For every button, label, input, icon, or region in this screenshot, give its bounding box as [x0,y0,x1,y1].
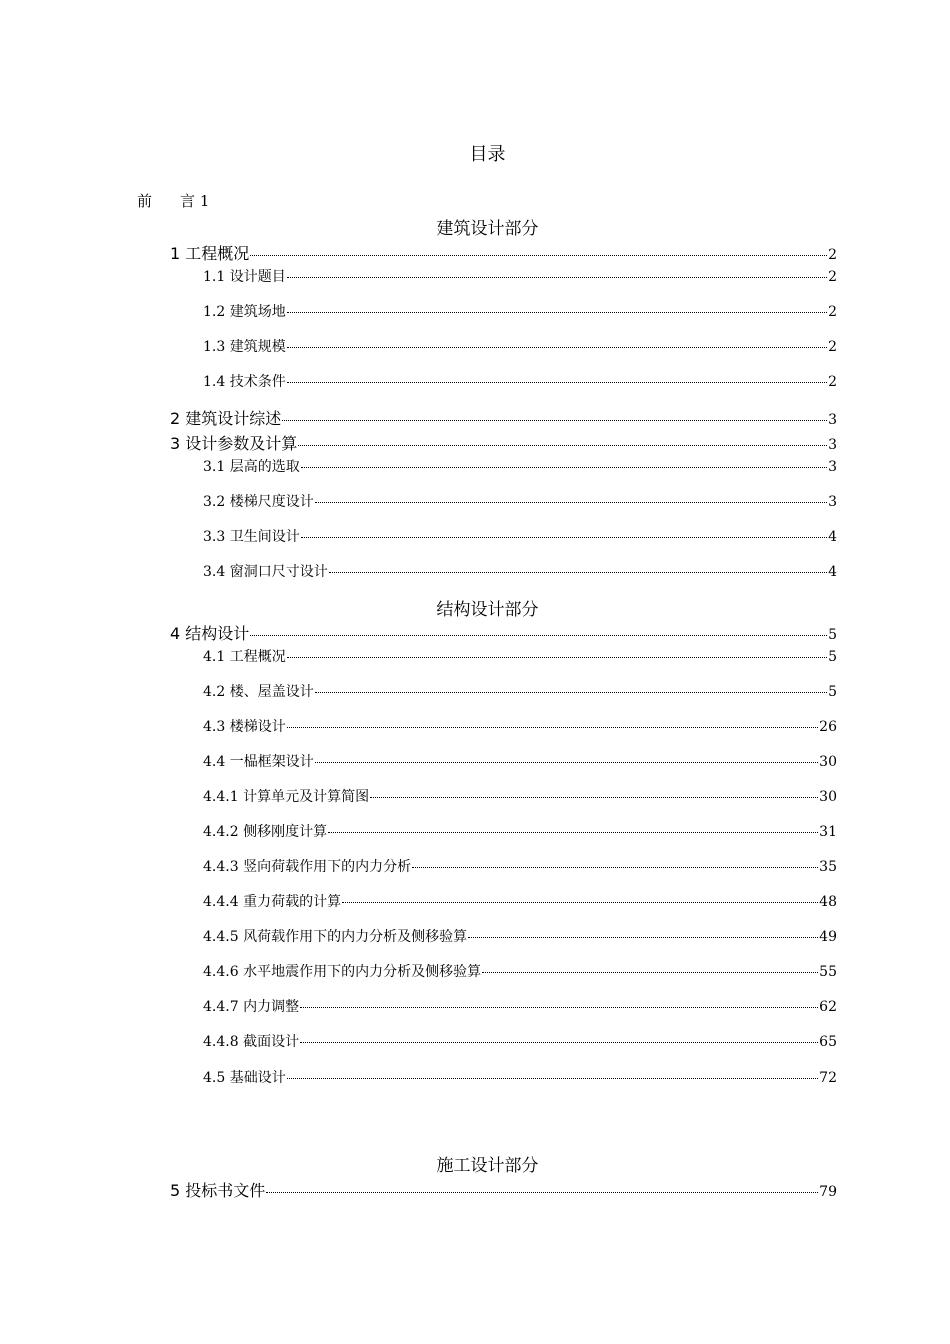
dot-leader [301,537,827,538]
toc-entry [203,491,837,511]
toc-entry-label: 1.2 建筑场地 [203,304,286,320]
toc-entry-page: 2 [828,304,837,320]
toc-entry-page: 3 [828,412,837,428]
toc-entry [203,266,837,286]
toc-entry [203,1031,837,1051]
preface-label-1: 前 [137,192,153,210]
preface-page: 1 [199,192,210,210]
toc-entry-label: 2 建筑设计综述 [170,409,282,428]
dot-leader [250,635,827,636]
toc-title: 目录 [469,144,506,165]
toc-entry-page: 31 [819,824,837,840]
toc-entry [203,821,837,841]
dot-leader [482,972,818,973]
toc-entry-label: 4.4.4 重力荷载的计算 [203,894,342,910]
dot-leader [301,467,827,468]
toc-entry [203,646,837,666]
toc-entry-page: 26 [819,719,837,735]
toc-entry-label: 4 结构设计 [170,624,250,643]
toc-entry [203,856,837,876]
dot-leader [342,902,818,903]
dot-leader [315,762,818,763]
toc-entry-label: 1.4 技术条件 [203,374,286,390]
toc-entry [203,371,837,391]
toc-entry [203,961,837,981]
section-heading-structure: 结构设计部分 [436,600,539,620]
toc-entry-page: 65 [819,1034,837,1050]
toc-entry-label: 3.2 楼梯尺度设计 [203,494,314,510]
dot-leader [287,727,818,728]
dot-leader [266,1192,818,1193]
toc-entry-label: 1 工程概况 [170,244,250,263]
toc-entry-page: 4 [828,564,837,580]
toc-entry-label: 4.4.7 内力调整 [203,999,300,1015]
toc-entry-page: 62 [819,999,837,1015]
toc-entry [203,891,837,911]
toc-entry [203,786,837,806]
toc-entry-page: 5 [828,627,837,643]
toc-entry-page: 72 [819,1070,837,1086]
toc-entry-label: 3.3 卫生间设计 [203,529,300,545]
toc-entry [203,751,837,771]
toc-entry-label: 4.4.1 计算单元及计算简图 [203,789,370,805]
toc-entry [170,1178,837,1201]
dot-leader [282,420,827,421]
dot-leader [287,657,827,658]
toc-entry-page: 3 [828,437,837,453]
toc-entry-page: 30 [819,789,837,805]
dot-leader [370,797,818,798]
toc-entry-page: 5 [828,649,837,665]
toc-entry-label: 3 设计参数及计算 [170,434,298,453]
toc-entry [203,301,837,321]
toc-entry [203,561,837,581]
toc-entry-page: 49 [819,929,837,945]
toc-entry-label: 4.4.3 竖向荷载作用下的内力分析 [203,859,412,875]
toc-entry [203,926,837,946]
toc-entry-page: 3 [828,494,837,510]
toc-entry-page: 55 [819,964,837,980]
toc-entry-label: 4.5 基础设计 [203,1070,286,1086]
toc-entry [203,1067,837,1087]
dot-leader [315,502,827,503]
dot-leader [300,1007,818,1008]
toc-entry-page: 35 [819,859,837,875]
toc-entry-label: 4.4.6 水平地震作用下的内力分析及侧移验算 [203,964,482,980]
toc-entry-label: 4.2 楼、屋盖设计 [203,684,314,700]
toc-entry-label: 4.1 工程概况 [203,649,286,665]
toc-entry-page: 4 [828,529,837,545]
toc-entry-page: 5 [828,684,837,700]
dot-leader [315,692,827,693]
toc-entry-page: 2 [828,269,837,285]
preface-entry [137,190,209,211]
toc-entry-label: 4.4.8 截面设计 [203,1034,300,1050]
toc-entry [170,621,837,644]
toc-entry-label: 4.4.5 风荷载作用下的内力分析及侧移验算 [203,929,468,945]
dot-leader [329,572,827,573]
section-heading-construction: 施工设计部分 [436,1156,539,1176]
toc-entry [170,406,837,429]
dot-leader [287,382,827,383]
toc-entry-label: 4.4 一榀框架设计 [203,754,314,770]
toc-entry-page: 79 [819,1184,837,1200]
toc-entry [170,431,837,454]
dot-leader [287,277,827,278]
toc-entry-page: 48 [819,894,837,910]
toc-entry-page: 2 [828,374,837,390]
toc-entry-page: 30 [819,754,837,770]
dot-leader [287,1078,818,1079]
toc-entry-page: 2 [828,339,837,355]
dot-leader [300,1042,818,1043]
dot-leader [468,937,818,938]
toc-entry [203,526,837,546]
toc-entry [170,241,837,264]
dot-leader [328,832,818,833]
toc-entry [203,996,837,1016]
toc-entry [203,681,837,701]
toc-entry-label: 4.3 楼梯设计 [203,719,286,735]
toc-entry-page: 3 [828,459,837,475]
toc-entry-label: 3.4 窗洞口尺寸设计 [203,564,328,580]
toc-entry [203,336,837,356]
dot-leader [298,445,827,446]
toc-entry-label: 1.1 设计题目 [203,269,286,285]
toc-entry-label: 5 投标书文件 [170,1181,266,1200]
toc-entry [203,716,837,736]
toc-entry-page: 2 [828,247,837,263]
section-heading-architecture: 建筑设计部分 [436,219,539,239]
toc-entry-label: 1.3 建筑规模 [203,339,286,355]
toc-entry-label: 3.1 层高的选取 [203,459,300,475]
dot-leader [250,255,827,256]
toc-entry [203,456,837,476]
toc-entry-label: 4.4.2 侧移刚度计算 [203,824,328,840]
dot-leader [412,867,818,868]
preface-label-2: 言 [180,192,196,210]
dot-leader [287,312,827,313]
dot-leader [287,347,827,348]
